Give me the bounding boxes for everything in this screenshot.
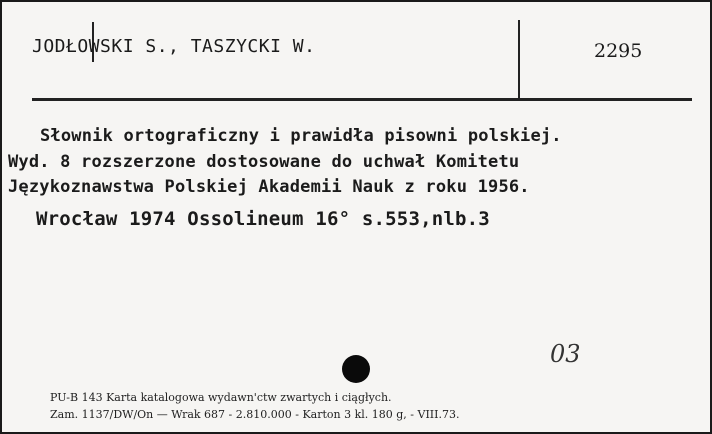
author-heading: JODŁOWSKI S., TASZYCKI W.	[32, 36, 316, 57]
header-divider-vertical	[518, 20, 520, 100]
footer-line-1: PU-B 143 Karta katalogowa wydawn'ctw zwartych i ciągłych.	[50, 391, 392, 404]
header-divider-horizontal	[32, 98, 692, 101]
catalog-number: 2295	[594, 40, 643, 62]
punch-hole	[342, 355, 370, 383]
title-line-1: Słownik ortograficzny i prawidła pisowni polskiej.	[40, 126, 562, 146]
title-line-3: Językoznawstwa Polskiej Akademii Nauk z roku 1956.	[8, 177, 530, 197]
handwritten-mark: 03	[550, 340, 581, 368]
title-line-2: Wyd. 8 rozszerzone dostosowane do uchwał Komitetu	[8, 152, 520, 172]
publication-line: Wrocław 1974 Ossolineum 16° s.553,nlb.3	[36, 208, 490, 230]
footer-line-2: Zam. 1137/DW/On — Wrak 687 - 2.810.000 - Karton 3 kl. 180 g, - VIII.73.	[50, 408, 460, 421]
